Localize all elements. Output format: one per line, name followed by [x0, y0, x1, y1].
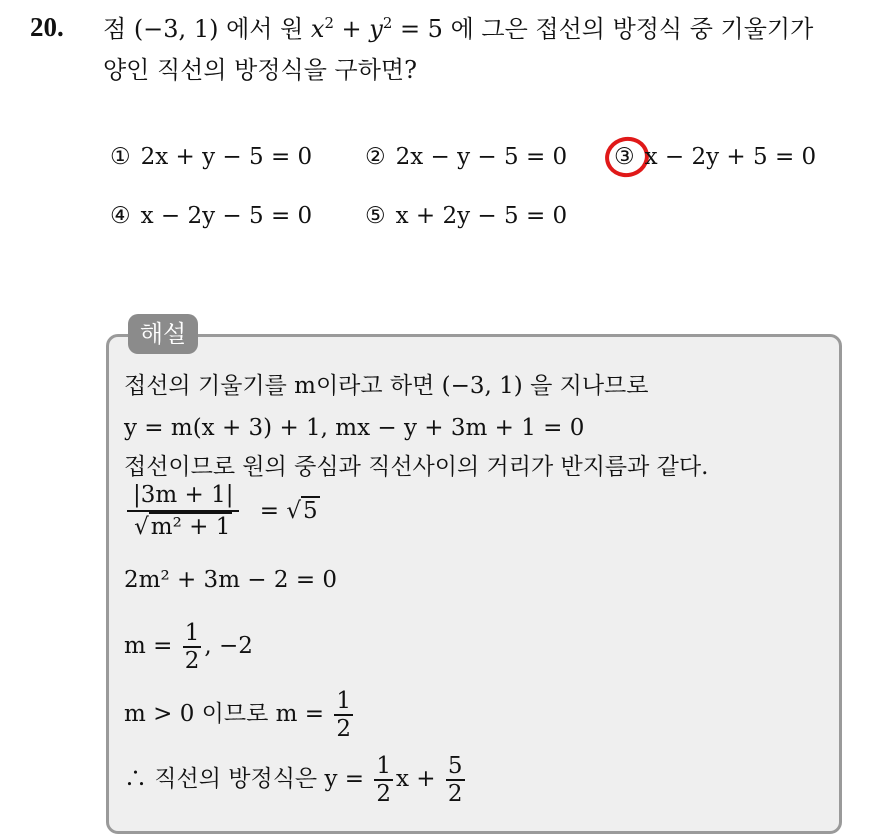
line8-mid: x +: [396, 766, 443, 792]
solution-line-6: [124, 620, 253, 674]
choice-3[interactable]: [614, 144, 816, 170]
slope-den: 2: [336, 716, 351, 742]
choice-3-mark: ③: [614, 144, 635, 170]
choice-1-mark: ①: [110, 144, 131, 170]
choice-4[interactable]: [110, 203, 312, 229]
final-slope-den: 2: [376, 781, 391, 807]
solution-line-7: [124, 688, 356, 742]
choice-5-mark: ⑤: [365, 203, 386, 229]
distance-denominator: √m² + 1: [134, 514, 231, 540]
choice-2-equation: 2x − y − 5 = 0: [395, 144, 568, 170]
solution-tab: 해설: [128, 314, 198, 354]
half-fraction: [183, 620, 202, 674]
denominator-radicand: m² + 1: [150, 514, 231, 540]
distance-equation: [124, 480, 320, 542]
radius-radicand: 5: [303, 498, 318, 524]
solution-line-8: [124, 753, 468, 807]
final-intercept-den: 2: [447, 781, 463, 807]
choice-4-mark: ④: [110, 203, 131, 229]
choice-1-equation: 2x + y − 5 = 0: [140, 144, 313, 170]
line7-prefix: m > 0 이므로 m =: [124, 701, 332, 727]
choice-3-equation: x − 2y + 5 = 0: [644, 144, 817, 170]
line6-suffix: , −2: [204, 633, 253, 659]
choice-4-equation: x − 2y − 5 = 0: [140, 203, 313, 229]
final-slope-num: 1: [376, 753, 391, 779]
question-text-line-1: [103, 14, 813, 44]
question-number: 20.: [30, 12, 64, 42]
final-intercept-num: 5: [447, 753, 463, 779]
distance-numerator: |3m + 1|: [127, 480, 239, 512]
half-num: 1: [184, 620, 200, 646]
question-text-suffix: = 5 에 그은 접선의 방정식 중 기울기가: [392, 15, 814, 43]
distance-fraction: [127, 480, 239, 542]
choice-5[interactable]: [365, 203, 567, 229]
question-text-prefix: 점 (−3, 1) 에서 원: [103, 15, 311, 43]
distance-equals: = √5: [259, 498, 318, 524]
choice-2[interactable]: [365, 144, 567, 170]
line8-prefix: ∴ 직선의 방정식은 y =: [124, 766, 372, 792]
slope-fraction: [334, 688, 353, 742]
choice-5-equation: x + 2y − 5 = 0: [395, 203, 568, 229]
solution-line-5: 2m² + 3m − 2 = 0: [124, 567, 338, 593]
final-slope-fraction: [374, 753, 393, 807]
solution-line-3: 접선이므로 원의 중심과 직선사이의 거리가 반지름과 같다.: [124, 454, 709, 480]
solution-line-2: y = m(x + 3) + 1, mx − y + 3m + 1 = 0: [124, 415, 585, 441]
slope-num: 1: [336, 688, 351, 714]
solution-line-1: 접선의 기울기를 m이라고 하면 (−3, 1) 을 지나므로: [124, 373, 649, 399]
choice-1[interactable]: [110, 144, 312, 170]
circle-equation: $x^2 + y^2$: [310, 14, 393, 43]
final-intercept-fraction: [446, 753, 465, 807]
choice-2-mark: ②: [365, 144, 386, 170]
question-text-line-2: 양인 직선의 방정식을 구하면?: [103, 56, 417, 84]
line6-prefix: m =: [124, 633, 180, 659]
half-den: 2: [184, 648, 200, 674]
